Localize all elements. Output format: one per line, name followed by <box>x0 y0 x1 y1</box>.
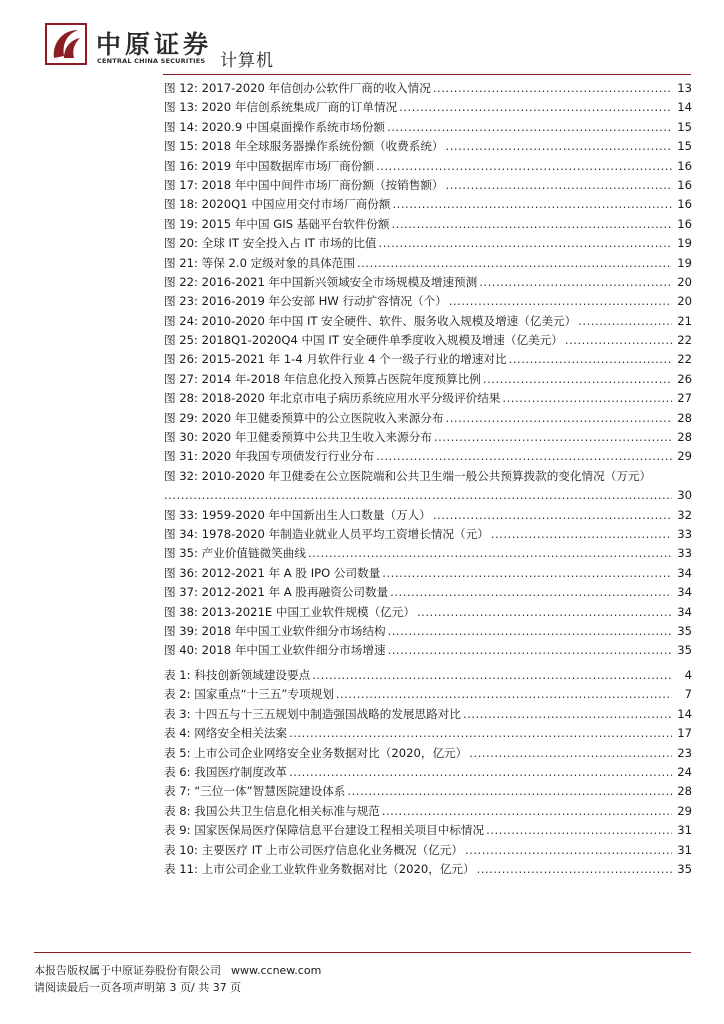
entry-label: 图 38: <box>164 604 198 619</box>
entry-page: 23 <box>677 745 692 760</box>
company-logo-icon <box>44 22 88 66</box>
entry-page: 26 <box>677 371 692 386</box>
brand-name-cn: 中原证券 <box>96 30 213 59</box>
entry-title: 2018 年中国中间件市场厂商份额（按销售额） <box>201 177 444 192</box>
entry-label: 表 2: <box>164 687 191 702</box>
entry-page: 21 <box>677 313 692 328</box>
entry-page: 7 <box>684 687 692 702</box>
entry-page: 31 <box>677 823 692 838</box>
entry-title: 2015 年中国 GIS 基础平台软件份额 <box>201 216 390 231</box>
entry-page: 31 <box>677 842 692 857</box>
entry-label: 图 27: <box>164 371 198 386</box>
entry-page: 20 <box>677 274 692 289</box>
entry-label: 表 11: <box>164 861 198 876</box>
entry-label: 图 32: <box>164 468 198 483</box>
entry-title: 2014 年-2018 年信息化投入预算占医院年度预算比例 <box>201 371 481 386</box>
entry-title: 2010-2020 年中国 IT 安全硬件、软件、服务收入规模及增速（亿美元） <box>201 313 577 328</box>
page-header <box>0 0 724 80</box>
toc-entry[interactable] <box>164 273 692 292</box>
entry-page: 34 <box>677 565 692 580</box>
toc-entry[interactable] <box>164 176 692 195</box>
entry-title: 2020.9 中国桌面操作系统市场份额 <box>201 119 386 134</box>
entry-label: 图 18: <box>164 197 198 212</box>
entry-page: 16 <box>677 216 692 231</box>
entry-title: 2020Q1 中国应用交付市场厂商份额 <box>201 197 391 212</box>
entry-page: 30 <box>677 488 692 503</box>
entry-page: 17 <box>677 726 692 741</box>
header-divider <box>163 74 691 75</box>
entry-page: 35 <box>677 861 692 876</box>
entry-page: 15 <box>677 119 692 134</box>
brand-name-en: CENTRAL CHINA SECURITIES <box>97 57 206 65</box>
toc-entry[interactable] <box>164 254 692 273</box>
entry-page: 20 <box>677 294 692 309</box>
toc-entry[interactable] <box>164 157 692 176</box>
entry-label: 图 28: <box>164 391 198 406</box>
toc-entry[interactable] <box>164 428 692 447</box>
entry-page: 35 <box>677 623 692 638</box>
entry-label: 表 5: <box>164 745 191 760</box>
toc-entry[interactable] <box>164 118 692 137</box>
entry-label: 图 24: <box>164 313 198 328</box>
entry-label: 表 8: <box>164 803 191 818</box>
entry-page: 14 <box>677 706 692 721</box>
toc-entry[interactable] <box>164 860 692 879</box>
entry-label: 图 12: <box>164 81 198 95</box>
entry-page: 34 <box>677 585 692 600</box>
entry-title: 1959-2020 年中国新出生人口数量（万人） <box>201 507 431 522</box>
entry-title: 2018 年中国工业软件细分市场增速 <box>201 643 386 658</box>
entry-label: 图 36: <box>164 565 198 580</box>
toc-entry[interactable] <box>164 467 692 486</box>
entry-title: 等保 2.0 定级对象的具体范围 <box>201 255 355 270</box>
entry-title: 科技创新领域建设要点 <box>194 668 311 682</box>
entry-label: 表 10: <box>164 842 198 857</box>
entry-title: 2017-2020 年信创办公软件厂商的收入情况 <box>201 81 431 95</box>
page-footer <box>34 962 321 996</box>
toc-entry[interactable] <box>164 583 692 602</box>
toc-entry[interactable] <box>164 782 692 801</box>
entry-label: 图 40: <box>164 643 198 658</box>
entry-page: 13 <box>677 81 692 95</box>
entry-label: 图 33: <box>164 507 198 522</box>
entry-page: 32 <box>677 507 692 522</box>
toc-entry[interactable] <box>164 506 692 525</box>
toc-entry[interactable] <box>164 370 692 389</box>
toc-entry[interactable] <box>164 744 692 763</box>
entry-page: 19 <box>677 236 692 251</box>
toc-entry[interactable] <box>164 603 692 622</box>
toc-entry[interactable] <box>164 215 692 234</box>
toc-entry[interactable] <box>164 705 692 724</box>
toc-entry[interactable] <box>164 195 692 214</box>
entry-page: 22 <box>677 333 692 348</box>
footer-page-note: 请阅读最后一页各项声明第 3 页/ 共 37 页 <box>34 981 242 994</box>
entry-page: 16 <box>677 158 692 173</box>
entry-page: 19 <box>677 255 692 270</box>
entry-label: 图 39: <box>164 623 198 638</box>
entry-label: 表 9: <box>164 823 191 838</box>
entry-title: 国家医保局医疗保障信息平台建设工程相关项目中标情况 <box>194 823 485 838</box>
toc-entry[interactable] <box>164 841 692 860</box>
entry-title: 产业价值链微笑曲线 <box>201 546 306 561</box>
toc-entry[interactable] <box>164 666 692 685</box>
entry-title: 主要医疗 IT 上市公司医疗信息化业务概况（亿元） <box>201 842 463 857</box>
entry-title: 十四五与十三五规划中制造强国战略的发展思路对比 <box>194 706 461 721</box>
entry-page: 4 <box>684 668 692 682</box>
entry-title: 2018 年中国工业软件细分市场结构 <box>201 623 386 638</box>
figure-list <box>164 79 692 661</box>
entry-page: 28 <box>677 784 692 799</box>
entry-page: 27 <box>677 391 692 406</box>
entry-title: 上市公司企业工业软件业务数据对比（2020，亿元） <box>201 861 475 876</box>
entry-label: 表 3: <box>164 706 191 721</box>
entry-title: 2019 年中国数据库市场厂商份额 <box>201 158 374 173</box>
entry-title: 2016-2019 年公安部 HW 行动扩容情况（个） <box>201 294 447 309</box>
entry-page: 28 <box>677 410 692 425</box>
entry-label: 图 26: <box>164 352 198 367</box>
entry-title: 2018-2020 年北京市电子病历系统应用水平分级评价结果 <box>201 391 501 406</box>
entry-label: 图 35: <box>164 546 198 561</box>
entry-title: 2020 年卫健委预算中公共卫生收入来源分布 <box>201 430 432 445</box>
entry-label: 图 25: <box>164 333 198 348</box>
toc-entry[interactable] <box>164 331 692 350</box>
entry-label: 图 13: <box>164 100 198 115</box>
entry-page: 14 <box>677 100 692 115</box>
toc-entry[interactable] <box>164 564 692 583</box>
entry-title: 我国公共卫生信息化相关标准与规范 <box>194 803 380 818</box>
entry-label: 图 29: <box>164 410 198 425</box>
entry-title: 2012-2021 年 A 股再融资公司数量 <box>201 585 389 600</box>
section-title: 计算机 <box>220 51 274 71</box>
toc-entry[interactable] <box>164 821 692 840</box>
entry-label: 图 15: <box>164 139 198 154</box>
entry-label: 图 31: <box>164 449 198 464</box>
footer-website[interactable]: www.ccnew.com <box>231 964 322 977</box>
entry-title: 2016-2021 年中国新兴领域安全市场规模及增速预测 <box>201 274 478 289</box>
entry-page: 28 <box>677 430 692 445</box>
toc-entry[interactable] <box>164 312 692 331</box>
entry-label: 图 37: <box>164 585 198 600</box>
entry-label: 图 17: <box>164 177 198 192</box>
toc-entry[interactable] <box>164 292 692 311</box>
entry-label: 表 6: <box>164 764 191 779</box>
toc-entry[interactable] <box>164 544 692 563</box>
entry-title: 2010-2020 年卫健委在公立医院端和公共卫生端一般公共预算拨款的变化情况（万元） <box>201 468 652 483</box>
entry-label: 图 21: <box>164 255 198 270</box>
entry-page: 29 <box>677 449 692 464</box>
entry-title: 2012-2021 年 A 股 IPO 公司数量 <box>201 565 381 580</box>
entry-label: 表 4: <box>164 726 191 741</box>
toc-entry[interactable] <box>164 79 692 98</box>
entry-title: 2018 年全球服务器操作系统份额（收费系统） <box>201 139 444 154</box>
footer-copyright: 本报告版权属于中原证券股份有限公司 <box>34 964 221 977</box>
entry-page: 33 <box>677 526 692 541</box>
entry-title: 2020 年卫健委预算中的公立医院收入来源分布 <box>201 410 444 425</box>
entry-title: 2018Q1-2020Q4 中国 IT 安全硬件单季度收入规模及增速（亿美元） <box>201 333 563 348</box>
toc-entry[interactable] <box>164 98 692 117</box>
entry-title: 2013-2021E 中国工业软件规模（亿元） <box>201 604 415 619</box>
entry-label: 图 20: <box>164 236 198 251</box>
entry-label: 表 1: <box>164 668 191 682</box>
entry-label: 图 34: <box>164 526 198 541</box>
entry-page: 29 <box>677 803 692 818</box>
toc-entry[interactable] <box>164 802 692 821</box>
entry-title: 2015-2021 年 1-4 月软件行业 4 个一级子行业的增速对比 <box>201 352 507 367</box>
toc-entry-continuation[interactable] <box>164 486 692 505</box>
entry-page: 35 <box>677 643 692 658</box>
entry-title: 全球 IT 安全投入占 IT 市场的比值 <box>201 236 377 251</box>
entry-page: 16 <box>677 197 692 212</box>
toc-entry[interactable] <box>164 622 692 641</box>
entry-title: “三位一体”智慧医院建设体系 <box>194 784 346 799</box>
entry-page: 15 <box>677 139 692 154</box>
footer-divider <box>34 952 691 953</box>
entry-label: 表 7: <box>164 784 191 799</box>
entry-title: 网络安全相关法案 <box>194 726 288 741</box>
entry-page: 22 <box>677 352 692 367</box>
toc-entry[interactable] <box>164 685 692 704</box>
toc-entry[interactable] <box>164 409 692 428</box>
entry-label: 图 23: <box>164 294 198 309</box>
entry-title: 国家重点“十三五”专项规划 <box>194 687 334 702</box>
entry-label: 图 30: <box>164 430 198 445</box>
toc-entry[interactable] <box>164 350 692 369</box>
toc-entry[interactable] <box>164 234 692 253</box>
toc-entry[interactable] <box>164 724 692 743</box>
entry-title: 上市公司企业网络安全业务数据对比（2020，亿元） <box>194 745 468 760</box>
entry-title: 1978-2020 年制造业就业人员平均工资增长情况（元） <box>201 526 489 541</box>
entry-label: 图 16: <box>164 158 198 173</box>
entry-label: 图 19: <box>164 216 198 231</box>
entry-page: 33 <box>677 546 692 561</box>
table-list <box>164 666 692 879</box>
entry-page: 24 <box>677 764 692 779</box>
entry-label: 图 14: <box>164 119 198 134</box>
toc-entry[interactable] <box>164 447 692 466</box>
entry-title: 2020 年信创系统集成厂商的订单情况 <box>201 100 398 115</box>
entry-label: 图 22: <box>164 274 198 289</box>
entry-page: 16 <box>677 177 692 192</box>
toc-entry[interactable] <box>164 137 692 156</box>
toc-entry[interactable] <box>164 763 692 782</box>
entry-page: 34 <box>677 604 692 619</box>
toc-entry[interactable] <box>164 641 692 660</box>
toc-entry[interactable] <box>164 389 692 408</box>
entry-title: 2020 年我国专项债发行行业分布 <box>201 449 374 464</box>
entry-title: 我国医疗制度改革 <box>194 764 288 779</box>
toc-entry[interactable] <box>164 525 692 544</box>
